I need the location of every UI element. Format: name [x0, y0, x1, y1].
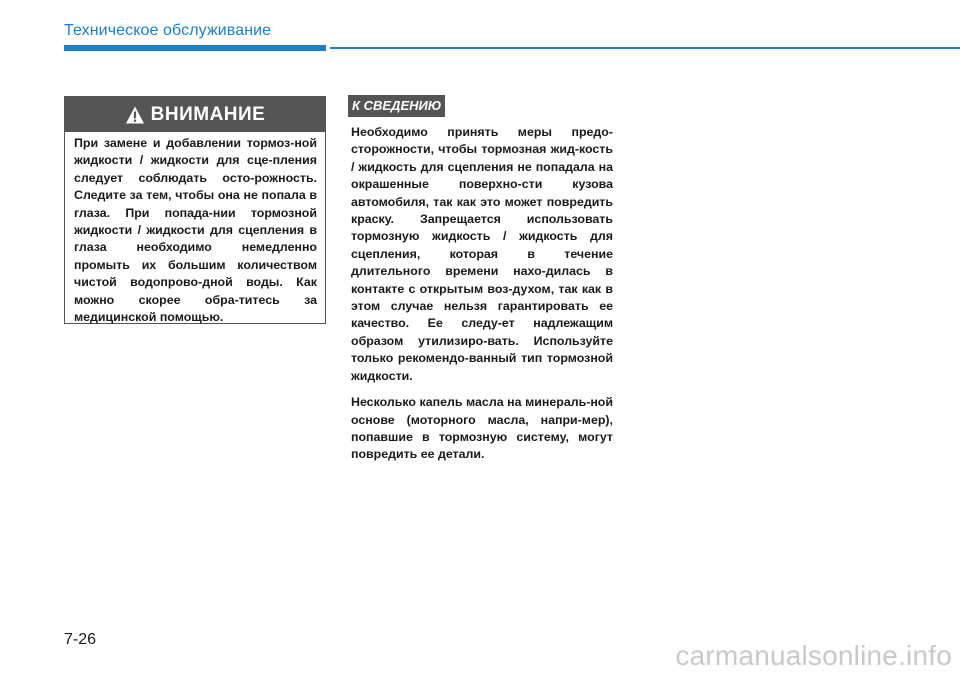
notice-paragraph-1: Необходимо принять меры предо-сторожности, чтобы тормозная жид-кость / жидкость для сцепления не попадала на окрашенные поверхно-сти кузова автомобиля, так как это может повредить краску. Запрещается использовать тормозную жидкость / жидкость для сцепления, которая в течение длительного времени нахо-дилась в контакте с открытым воз-духом, так как в этом случае нельзя гарантировать ее качество. Ее следу-ет надлежащим образом утилизиро-вать. Используйте только рекомендо-ванный тип тормозной жидкости. [351, 125, 613, 383]
page-number: 7-26 [64, 631, 97, 648]
section-title: Техническое обслуживание [64, 22, 272, 39]
warning-title: ВНИМАНИЕ [150, 103, 266, 125]
notice-label: К СВЕДЕНИЮ [348, 95, 445, 117]
warning-text: При замене и добавлении тормоз-ной жидкости / жидкости для сце-пления следует соблюдать осто-рожность. Следите за тем, чтобы она не попала в глаза. При попада-нии тормозной жидкости / жидкости для сцепления в глаза необходимо немедленно промыть их большим количеством чистой водопрово-дной воды. Как можно скорее обра-титесь за медицинской помощью. [74, 136, 317, 325]
warning-box [64, 96, 326, 324]
warning-triangle-icon [125, 105, 145, 125]
notice-paragraph-2: Несколько капель масла на минераль-ной основе (моторного масла, напри-мер), попавшие в тормозную систему, могут повредить ее детали. [351, 395, 613, 462]
header-rule-thin [330, 47, 960, 49]
warning-header [65, 97, 325, 132]
header-rule-thick [64, 45, 326, 51]
notice-text [351, 124, 613, 473]
watermark: carmanualsonline.info [675, 640, 952, 671]
